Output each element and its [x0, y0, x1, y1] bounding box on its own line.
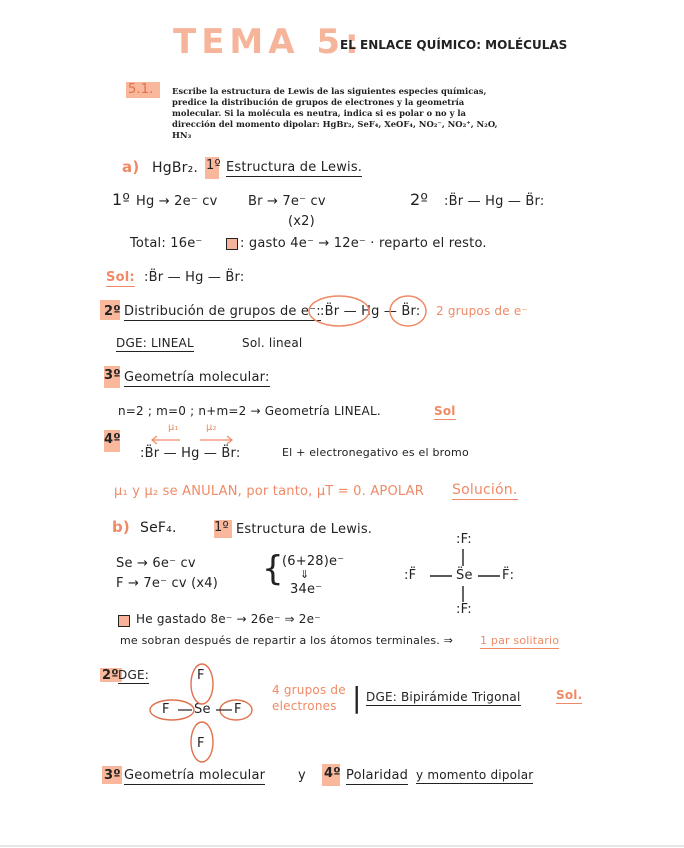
part-a-struct-step: 2º — [410, 190, 429, 209]
part-a-total: Total: 16e⁻ — [130, 236, 203, 251]
page-subtitle: EL ENLACE QUÍMICO: MOLÉCULAS — [340, 38, 568, 52]
part-a-step2-num: 2º — [104, 304, 121, 319]
lewis-se-center: S̈e — [456, 568, 473, 583]
part-a-step3-num: 3º — [104, 368, 121, 383]
part-a-label: a) — [122, 158, 140, 176]
part-b-sum-arrow: ⇓ — [300, 568, 310, 581]
part-b-and: y — [298, 768, 306, 783]
dge-se-center: Se — [194, 702, 211, 717]
part-a-step2-struct: :B̈r — Hg — B̈r: — [320, 304, 421, 319]
part-b-step2-label: DGE: — [118, 668, 149, 682]
part-b-step4-title: Polaridad — [346, 768, 409, 783]
page-title: TEMA 5: — [173, 22, 364, 62]
part-b-molecule: SeF₄. — [140, 520, 177, 536]
part-a-sol-label: Sol: — [106, 270, 135, 285]
part-a-count-step: 1º — [112, 190, 131, 209]
part-a-hg-count: Hg → 2e⁻ cv — [136, 194, 218, 209]
part-a-mu2: μ₂ — [206, 422, 217, 433]
dge-f-left: F — [162, 702, 170, 717]
part-b-step4-num: 4º — [324, 766, 341, 781]
part-b-step4-rest: y momento dipolar — [416, 768, 534, 782]
lewis-f-right: F̈: — [502, 568, 515, 583]
part-a-dipole-struct: :B̈r — Hg — B̈r: — [140, 446, 241, 461]
part-b-step1-num: 1º — [214, 520, 229, 535]
part-b-step3-title: Geometría molecular — [124, 768, 266, 783]
part-b-step1-title: Estructura de Lewis. — [236, 522, 373, 537]
part-a-geom-sol: Sol — [434, 404, 456, 418]
part-a-geom-line: n=2 ; m=0 ; n+m=2 → Geometría LINEAL. — [118, 404, 381, 418]
part-a-step4-num: 4º — [104, 432, 121, 447]
part-b-sum-total: 34e⁻ — [290, 582, 323, 597]
part-b-f-count: F → 7e⁻ cv (x4) — [116, 576, 218, 591]
part-a-step3-title: Geometría molecular: — [124, 370, 270, 385]
lobe-top — [191, 664, 213, 704]
lewis-f-top: :F: — [456, 532, 472, 547]
exercise-statement: Escribe la estructura de Lewis de las siguientes especies químicas, predice la distribución de grupos de electrones y la geometría molecular. Si la molécula es neutra, indica si es polar o no y la dirección del momento dipolar: HgBr₂, SeF₄, XeOF₄, NO₂⁻, NO₂⁺, N₂O, HN₃ — [172, 86, 498, 140]
part-b-brace2: | — [352, 681, 362, 714]
part-a-br-count: Br → 7e⁻ cv — [248, 194, 326, 209]
part-b-label: b) — [112, 518, 130, 536]
part-a-step2-title: Distribución de grupos de e⁻: — [124, 304, 321, 319]
part-b-dge-sol: Sol. — [556, 688, 583, 702]
part-a-step1-num: 1º — [206, 158, 221, 173]
dge-f-right: F — [234, 702, 242, 717]
part-a-dipole-text: El + electronegativo es el bromo — [282, 446, 469, 459]
dge-f-top: F — [197, 668, 205, 683]
part-a-molecule: HgBr₂. — [152, 160, 199, 176]
part-b-leftover-text: me sobran después de repartir a los átomos terminales. ⇒ — [120, 634, 454, 647]
part-a-struct: :B̈r — Hg — B̈r: — [444, 194, 545, 209]
circle-br-left — [309, 296, 369, 326]
part-a-cancel-text: μ₁ y μ₂ se ANULAN, por tanto, μT = 0. APOLAR — [114, 484, 424, 499]
part-a-total-rest: : gasto 4e⁻ → 12e⁻ · reparto el resto. — [240, 236, 487, 251]
part-a-dge-sol: Sol. lineal — [242, 336, 303, 350]
part-b-step3-num: 3º — [104, 768, 121, 783]
part-b-leftover-result: 1 par solitario — [480, 634, 560, 647]
part-b-se-count: Se → 6e⁻ cv — [116, 556, 196, 571]
part-b-sum: (6+28)e⁻ — [282, 554, 345, 569]
exercise-number: 5.1. — [128, 82, 154, 97]
part-b-spent: He gastado 8e⁻ → 26e⁻ ⇒ 2e⁻ — [136, 612, 321, 626]
part-a-step2-groups: 2 grupos de e⁻ — [436, 304, 528, 318]
part-a-mu1: μ₁ — [168, 422, 179, 433]
part-a-solucion: Solución. — [452, 482, 518, 498]
part-a-br-mult: (x2) — [288, 214, 315, 229]
dge-f-bottom: F — [197, 736, 205, 751]
circle-br-right — [390, 296, 426, 326]
part-a-dge-label: DGE: LINEAL — [116, 336, 194, 350]
lewis-f-left: :F̈ — [404, 568, 417, 583]
lewis-f-bottom: :F: — [456, 602, 472, 617]
part-a-step1-title: Estructura de Lewis. — [226, 160, 363, 175]
lobe-bottom — [191, 722, 213, 762]
part-b-step2-num: 2º — [102, 668, 119, 683]
part-b-groups: 4 grupos de electrones — [272, 683, 346, 713]
part-b-dge-result: DGE: Bipirámide Trigonal — [366, 690, 521, 704]
part-a-sol-struct: :B̈r — Hg — B̈r: — [144, 270, 245, 285]
part-b-brace: { — [262, 549, 284, 589]
